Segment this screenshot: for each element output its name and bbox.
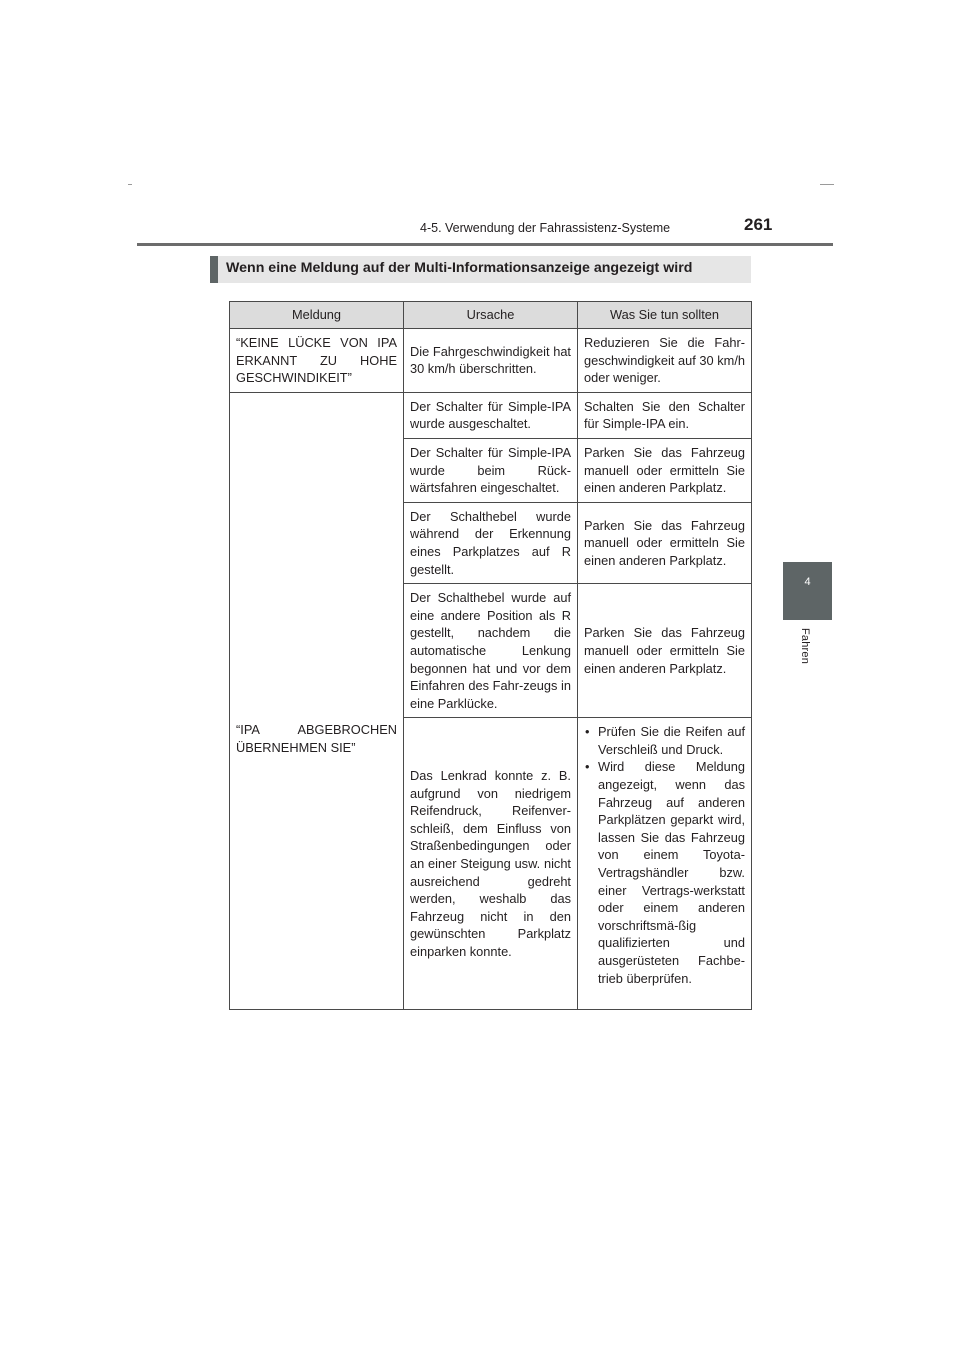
chapter-label: Fahren — [799, 628, 811, 665]
page-number: 261 — [744, 215, 773, 234]
section-title: Wenn eine Meldung auf der Multi-Informationsanzeige angezeigt wird — [226, 260, 693, 276]
cause-cell: Der Schalter für Simple-IPA wurde ausgeschaltet. — [404, 392, 578, 438]
section-heading — [210, 256, 751, 283]
action-cell: Parken Sie das Fahrzeug manuell oder ermitteln Sie einen anderen Parkplatz. — [578, 502, 752, 583]
list-item: • Wird diese Meldung angezeigt, wenn das Fahrzeug auf anderen Parkplätzen geparkt wird, lassen Sie das Fahrzeug von einem Toyota-Vertragshändler bzw. einer Vertrags-werkstatt oder einem anderen vorschriftsmä-ßig qualifizierten und ausgerüsteten Fachbe-trieb überprüfen. — [584, 758, 745, 987]
column-header-cause: Ursache — [404, 302, 578, 329]
chapter-label-box — [781, 628, 831, 678]
table-header-row — [230, 302, 752, 329]
action-cell: Reduzieren Sie die Fahr-geschwindigkeit auf 30 km/h oder weniger. — [578, 329, 752, 393]
list-item: • Prüfen Sie die Reifen auf Verschleiß und Druck. — [584, 723, 745, 758]
action-cell: Schalten Sie den Schalter für Simple-IPA ein. — [578, 392, 752, 438]
message-cell: “IPA ABGEBROCHEN ÜBERNEHMEN SIE” — [230, 392, 404, 1010]
message-table — [229, 301, 752, 1010]
chapter-number: 4 — [804, 576, 811, 588]
action-cell: Parken Sie das Fahrzeug manuell oder ermitteln Sie einen anderen Parkplatz. — [578, 584, 752, 718]
crop-mark-left — [128, 184, 132, 185]
column-header-message: Meldung — [230, 302, 404, 329]
table-row — [230, 329, 752, 393]
chapter-tab — [783, 562, 832, 620]
cause-cell: Der Schalthebel wurde während der Erkennung eines Parkplatzes auf R gestellt. — [404, 502, 578, 583]
message-cell: “KEINE LÜCKE VON IPA ERKANNT ZU HOHE GESCHWINDIKEIT” — [230, 329, 404, 393]
header-rule — [137, 243, 833, 246]
crop-mark-right — [820, 184, 834, 185]
cause-cell: Der Schalthebel wurde auf eine andere Position als R gestellt, nachdem die automatische Lenkung begonnen hat und vor dem Einfahren des Fahr-zeugs in eine Parklücke. — [404, 584, 578, 718]
section-heading-bar — [210, 256, 218, 283]
column-header-action: Was Sie tun sollten — [578, 302, 752, 329]
action-bullet-list — [584, 723, 745, 987]
action-cell — [578, 718, 752, 1010]
running-head: 4-5. Verwendung der Fahrassistenz-Systeme — [420, 221, 671, 235]
table-row — [230, 392, 752, 438]
cause-cell: Die Fahrgeschwindigkeit hat 30 km/h überschritten. — [404, 329, 578, 393]
cause-cell: Das Lenkrad konnte z. B. aufgrund von niedrigem Reifendruck, Reifenver-schleiß, dem Einfluss von Straßenbedingungen oder an einer Steigung usw. nicht ausreichend gedreht werden, weshalb das Fahrzeug nicht in den gewünschten Parkplatz einparken konnte. — [404, 718, 578, 1010]
action-cell: Parken Sie das Fahrzeug manuell oder ermitteln Sie einen anderen Parkplatz. — [578, 438, 752, 502]
cause-cell: Der Schalter für Simple-IPA wurde beim Rück-wärtsfahren eingeschaltet. — [404, 438, 578, 502]
